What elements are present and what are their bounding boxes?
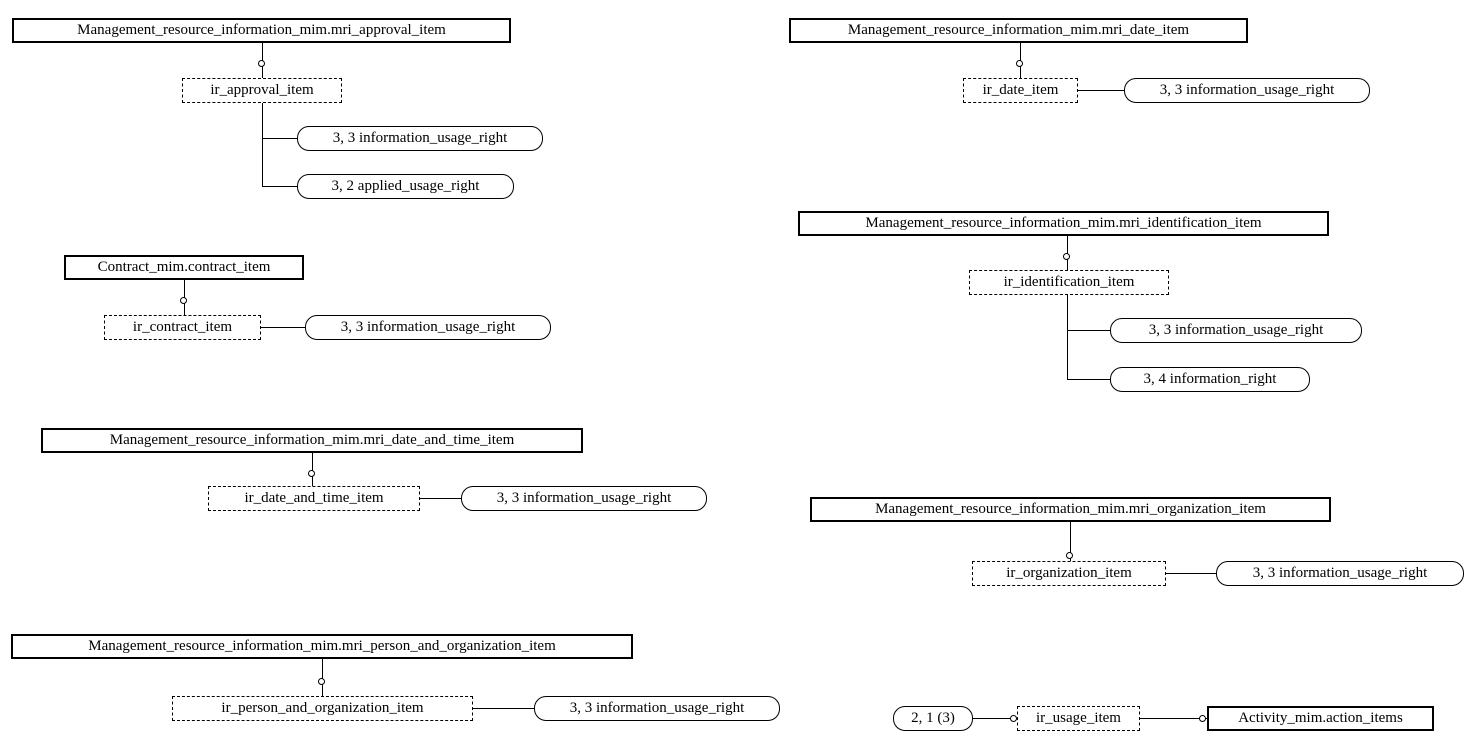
edge-ident-schema-to-interface-endpoint-circle — [1063, 253, 1070, 260]
interface-box-ir-organization-item[interactable] — [972, 561, 1166, 586]
edge-ident-interface-down-segment — [1067, 295, 1068, 379]
edge-personorg-schema-to-interface-endpoint-circle — [318, 678, 325, 685]
schema-box-activity-mim-action-items-label: Activity_mim.action_items — [1238, 710, 1403, 726]
rule-box-information-usage-right-2-label: 3, 3 information_usage_right — [340, 319, 516, 335]
rule-box-usage-count-label: 2, 1 (3) — [911, 710, 955, 726]
rule-box-information-usage-right-6[interactable] — [1110, 318, 1362, 343]
rule-box-information-usage-right-5-label: 3, 3 information_usage_right — [1159, 82, 1335, 98]
schema-box-contract-item-label: Contract_mim.contract_item — [97, 259, 271, 275]
schema-box-mri-organization-item[interactable] — [810, 497, 1331, 522]
interface-box-ir-approval-item-label: ir_approval_item — [210, 82, 314, 98]
edge-contract-interface-to-rule-segment — [261, 327, 305, 328]
edge-datetime-schema-to-interface-endpoint-circle — [308, 470, 315, 477]
interface-box-ir-organization-item-label: ir_organization_item — [1006, 565, 1132, 581]
edge-usage-item-to-action-items-endpoint-circle — [1199, 715, 1206, 722]
edge-org-schema-to-interface-endpoint-circle — [1066, 552, 1073, 559]
rule-box-information-usage-right-6-label: 3, 3 information_usage_right — [1148, 322, 1324, 338]
schema-box-mri-date-and-time-item[interactable] — [41, 428, 583, 453]
schema-box-mri-person-and-organization-item-label: Management_resource_information_mim.mri_person_and_organization_item — [88, 638, 556, 654]
interface-box-ir-identification-item-label: ir_identification_item — [1003, 274, 1135, 290]
interface-box-ir-date-and-time-item[interactable] — [208, 486, 420, 511]
rule-box-information-usage-right-3-label: 3, 3 information_usage_right — [496, 490, 672, 506]
edge-usage-item-to-action-items-segment — [1140, 718, 1207, 719]
rule-box-information-usage-right-1-label: 3, 3 information_usage_right — [332, 130, 508, 146]
interface-box-ir-usage-item-label: ir_usage_item — [1036, 710, 1121, 726]
rule-box-information-usage-right-2[interactable] — [305, 315, 551, 340]
interface-box-ir-date-and-time-item-label: ir_date_and_time_item — [244, 490, 384, 506]
interface-box-ir-contract-item-label: ir_contract_item — [132, 319, 233, 335]
schema-box-mri-identification-item-label: Management_resource_information_mim.mri_identification_item — [865, 215, 1262, 231]
interface-box-ir-date-item[interactable] — [963, 78, 1078, 103]
edge-approval-schema-to-interface-endpoint-circle — [258, 60, 265, 67]
edge-ident-interface-down-segment — [1067, 330, 1110, 331]
interface-box-ir-identification-item[interactable] — [969, 270, 1169, 295]
edge-approval-interface-down-segment — [262, 103, 263, 187]
schema-box-mri-organization-item-label: Management_resource_information_mim.mri_organization_item — [875, 501, 1266, 517]
rule-box-information-usage-right-3[interactable] — [461, 486, 707, 511]
rule-box-information-right-label: 3, 4 information_right — [1143, 371, 1277, 387]
interface-box-ir-usage-item[interactable] — [1017, 706, 1140, 731]
interface-box-ir-contract-item[interactable] — [104, 315, 261, 340]
rule-box-usage-count[interactable] — [893, 706, 973, 731]
schema-box-mri-date-and-time-item-label: Management_resource_information_mim.mri_date_and_time_item — [109, 432, 515, 448]
rule-box-information-usage-right-7[interactable] — [1216, 561, 1464, 586]
rule-box-information-usage-right-4[interactable] — [534, 696, 780, 721]
interface-box-ir-person-and-organization-item[interactable] — [172, 696, 473, 721]
schema-box-mri-identification-item[interactable] — [798, 211, 1329, 236]
schema-box-contract-item[interactable] — [64, 255, 304, 280]
interface-box-ir-date-item-label: ir_date_item — [982, 82, 1059, 98]
edge-approval-interface-down-segment — [262, 186, 297, 187]
edge-datetime-interface-to-rule-segment — [420, 498, 461, 499]
rule-box-information-usage-right-4-label: 3, 3 information_usage_right — [569, 700, 745, 716]
rule-box-information-usage-right-5[interactable] — [1124, 78, 1370, 103]
edge-org-interface-to-rule-segment — [1166, 573, 1216, 574]
edge-usage-count-to-interface-endpoint-circle — [1010, 715, 1017, 722]
rule-box-information-usage-right-7-label: 3, 3 information_usage_right — [1252, 565, 1428, 581]
schema-box-mri-date-item[interactable] — [789, 18, 1248, 43]
edge-date-interface-to-rule-segment — [1078, 90, 1124, 91]
interface-box-ir-approval-item[interactable] — [182, 78, 342, 103]
edge-contract-schema-to-interface-endpoint-circle — [180, 297, 187, 304]
rule-box-information-usage-right-1[interactable] — [297, 126, 543, 151]
interface-box-ir-person-and-organization-item-label: ir_person_and_organization_item — [221, 700, 424, 716]
schema-box-mri-approval-item-label: Management_resource_information_mim.mri_approval_item — [77, 22, 446, 38]
schema-box-mri-person-and-organization-item[interactable] — [11, 634, 633, 659]
schema-box-activity-mim-action-items[interactable] — [1207, 706, 1434, 731]
edge-approval-interface-down-segment — [262, 138, 297, 139]
edge-personorg-interface-to-rule-segment — [473, 708, 534, 709]
edge-ident-interface-down-segment — [1067, 379, 1110, 380]
edge-date-schema-to-interface-endpoint-circle — [1016, 60, 1023, 67]
rule-box-applied-usage-right-label: 3, 2 applied_usage_right — [331, 178, 480, 194]
rule-box-applied-usage-right[interactable] — [297, 174, 514, 199]
rule-box-information-right[interactable] — [1110, 367, 1310, 392]
schema-box-mri-date-item-label: Management_resource_information_mim.mri_date_item — [847, 22, 1190, 38]
schema-box-mri-approval-item[interactable] — [12, 18, 511, 43]
